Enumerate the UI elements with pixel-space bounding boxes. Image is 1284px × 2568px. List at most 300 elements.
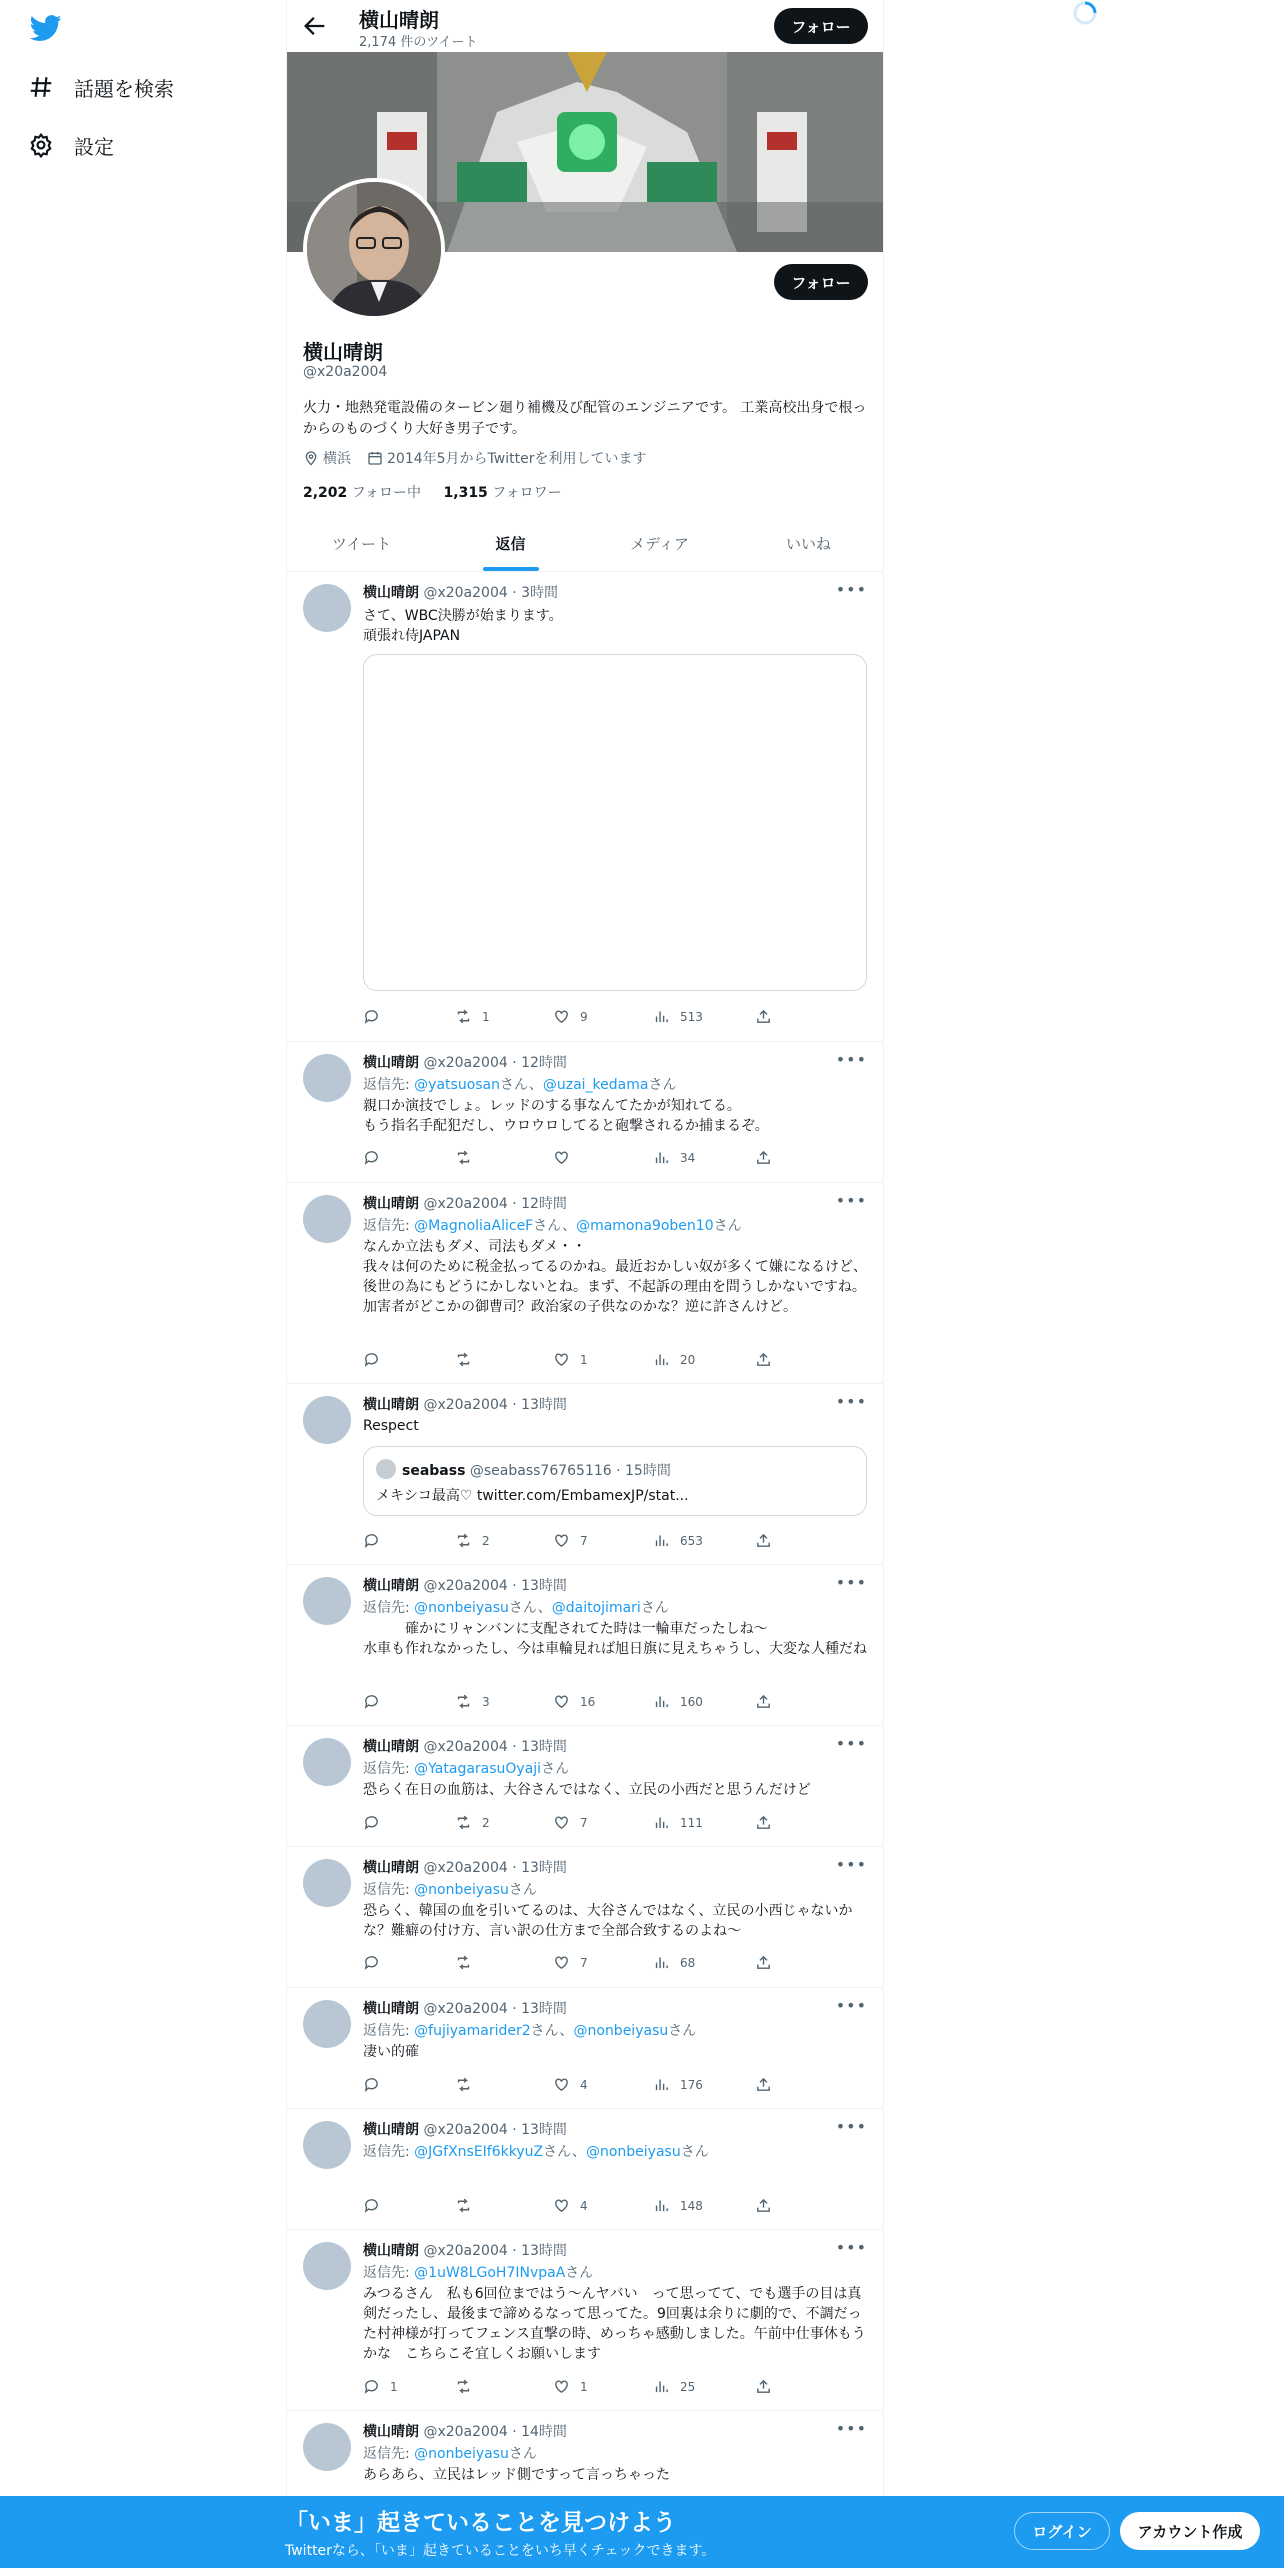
profile-handle: @x20a2004 (303, 364, 388, 380)
heart-icon (553, 2076, 570, 2093)
reply-icon (363, 2197, 380, 2214)
heart-icon (553, 1693, 570, 1710)
tweet-text: さて、WBC決勝が始まります。 頑張れ侍JAPAN (363, 608, 563, 644)
tweet[interactable] (287, 1565, 883, 1726)
share-icon (755, 1351, 772, 1368)
share-icon (755, 1008, 772, 1025)
views-chart-icon (653, 1814, 670, 1831)
signup-banner (0, 2496, 1284, 2568)
tweet-header (363, 1736, 567, 1756)
reply-icon (363, 1008, 380, 1025)
retweet-button[interactable] (455, 1532, 490, 1549)
reply-button[interactable] (363, 1008, 390, 1025)
loading-spinner-icon (1072, 0, 1098, 26)
more-icon[interactable]: ••• (835, 1734, 867, 1753)
tweet-header (363, 1575, 567, 1595)
like-count: 4 (580, 2077, 588, 2092)
retweet-icon (455, 1954, 472, 1971)
views-count: 111 (680, 1815, 703, 1830)
header-tweet-count: 2,174 件のツイート (359, 35, 478, 50)
reply-mid: さん、 (543, 2144, 586, 2160)
tweet-avatar[interactable] (303, 2121, 351, 2169)
reply-suffix: さん (508, 1882, 537, 1898)
views-count: 176 (680, 2077, 703, 2092)
tweet-text: なんか立法もダメ、司法もダメ・・ 我々は何のために税金払ってるのかね。最近おかしい奴が多くて嫌になるけど、後世の為にもどうにかしないとね。まず、不起訴の理由を問うしかないですね。加害者がどこかの御曹司？政治家の子供なのかな？逆に許さんけど。 (363, 1239, 867, 1315)
retweet-icon (455, 1532, 472, 1549)
tweet-actions (363, 1814, 783, 1834)
reply-context (363, 2141, 709, 2161)
tweet-avatar[interactable] (303, 1396, 351, 1444)
reply-icon (363, 1814, 380, 1831)
tweet-avatar[interactable] (303, 1054, 351, 1102)
tweet-header (363, 2421, 567, 2441)
retweet-icon (455, 2076, 472, 2093)
profile-meta (303, 448, 646, 468)
views-chart-icon (653, 2197, 670, 2214)
signup-banner-title: 「いま」起きていることを見つけよう (285, 2510, 676, 2536)
tweet-handle-time: @x20a2004 · 14時間 (423, 2424, 567, 2440)
share-icon (755, 1149, 772, 1166)
tweet-handle-time: @x20a2004 · 13時間 (423, 2122, 567, 2138)
more-icon[interactable]: ••• (835, 1191, 867, 1210)
tweet[interactable] (287, 2109, 883, 2230)
tweet-avatar[interactable] (303, 584, 351, 632)
like-count: 1 (580, 2379, 588, 2394)
like-button[interactable] (553, 1351, 588, 1368)
reply-context (363, 1215, 742, 1235)
tweet-author-name[interactable]: 横山晴朗 (363, 1055, 419, 1071)
tweet-actions (363, 2378, 783, 2398)
tweet-actions (363, 2197, 783, 2217)
tweet-author-name[interactable]: 横山晴朗 (363, 585, 419, 601)
tab-media[interactable]: メディア (630, 535, 689, 553)
twitter-logo-icon[interactable] (28, 12, 64, 44)
tweet-text: 凄い的確 (363, 2044, 419, 2060)
like-button[interactable] (553, 2378, 588, 2395)
views-button[interactable] (653, 1149, 695, 1166)
share-icon (755, 1693, 772, 1710)
tweet-avatar[interactable] (303, 1859, 351, 1907)
reply-icon (363, 2076, 380, 2093)
nav-settings-label: 設定 (74, 134, 114, 159)
tweet-handle-time: @x20a2004 · 13時間 (423, 1860, 567, 1876)
like-count: 7 (580, 1815, 588, 1830)
calendar-icon (367, 450, 383, 466)
reply-mention[interactable]: @1uW8LGoH7INvpaA (414, 2265, 566, 2281)
views-button[interactable] (653, 1532, 703, 1549)
share-button[interactable] (755, 2076, 782, 2093)
retweet-button[interactable] (455, 2076, 482, 2093)
reply-button[interactable] (363, 1532, 390, 1549)
retweet-count: 3 (482, 1694, 490, 1709)
followers-label: フォロワー (492, 485, 562, 501)
views-button[interactable] (653, 2197, 703, 2214)
tab-replies[interactable]: 返信 (436, 516, 585, 571)
tweet-text: あらあら、立民はレッド側ですって言っちゃった (363, 2467, 671, 2483)
reply-suffix: さん (541, 1761, 570, 1777)
tweet-avatar[interactable] (303, 2423, 351, 2471)
tweet-author-name[interactable]: 横山晴朗 (363, 2243, 419, 2259)
reply-suffix: さん (680, 2144, 709, 2160)
following-count: 2,202 (303, 485, 348, 501)
reply-icon (363, 2378, 380, 2395)
like-count: 1 (580, 1352, 588, 1367)
views-count: 653 (680, 1533, 703, 1548)
tweet[interactable] (287, 1042, 883, 1183)
tweet-text: みつるさん 私も6回位まではう〜んヤバい って思ってて、でも選手の目は真剣だったし、最後まで諦めるなって思ってた。9回裏は余りに劇的で、不調だった村神様が打ってフェンス直撃の時、めっちゃ感動しました。午前中仕事休もうかな こちらこそ宜しくお願いします (363, 2286, 866, 2362)
reply-prefix: 返信先: (363, 1218, 415, 1234)
reply-icon (363, 1149, 380, 1166)
reply-mention[interactable]: @YatagarasuOyaji (414, 1761, 542, 1777)
reply-suffix: さん (640, 1600, 669, 1616)
views-button[interactable] (653, 1814, 703, 1831)
share-button[interactable] (755, 2378, 782, 2395)
reply-button[interactable] (363, 2378, 398, 2395)
more-icon[interactable]: ••• (835, 1996, 867, 2015)
like-button[interactable] (553, 1814, 588, 1831)
tweet-handle-time: @x20a2004 · 12時間 (423, 1196, 567, 1212)
reply-button[interactable] (363, 1814, 390, 1831)
tweet-handle-time: @x20a2004 · 13時間 (423, 1397, 567, 1413)
heart-icon (553, 2197, 570, 2214)
more-icon[interactable]: ••• (835, 2238, 867, 2257)
profile-column (286, 0, 884, 2568)
tweet[interactable] (287, 572, 883, 1042)
tweet-actions (363, 1954, 783, 1974)
reply-context (363, 1597, 669, 1617)
avatar-photo (307, 182, 441, 316)
tweet-avatar[interactable] (303, 1195, 351, 1243)
more-icon[interactable]: ••• (835, 2117, 867, 2136)
tweet[interactable] (287, 1988, 883, 2109)
views-chart-icon (653, 1008, 670, 1025)
heart-icon (553, 1954, 570, 1971)
tweet[interactable] (287, 1183, 883, 1384)
share-button[interactable] (755, 1954, 782, 1971)
reply-context (363, 2443, 537, 2463)
back-arrow-icon[interactable] (301, 12, 329, 40)
reply-context (363, 1758, 569, 1778)
tweet-header (363, 582, 558, 602)
like-count: 9 (580, 1009, 588, 1024)
share-button[interactable] (755, 1693, 782, 1710)
retweet-icon (455, 1693, 472, 1710)
quoted-text: メキシコ最高♡ twitter.com/EmbamexJP/stat... (376, 1488, 689, 1504)
reply-button[interactable] (363, 2197, 390, 2214)
views-chart-icon (653, 1149, 670, 1166)
views-button[interactable] (653, 1008, 703, 1025)
views-chart-icon (653, 2076, 670, 2093)
reply-icon (363, 1693, 380, 1710)
tweet-header (363, 1857, 567, 1877)
views-button[interactable] (653, 1954, 695, 1971)
tweet-author-name[interactable]: 横山晴朗 (363, 2122, 419, 2138)
retweet-button[interactable] (455, 1693, 490, 1710)
tweet-author-name[interactable]: 横山晴朗 (363, 2424, 419, 2440)
tweet-handle-time: @x20a2004 · 12時間 (423, 1055, 567, 1071)
more-icon[interactable]: ••• (835, 1050, 867, 1069)
like-count: 4 (580, 2198, 588, 2213)
hashtag-icon (28, 74, 54, 100)
tweet-header (363, 1998, 567, 2018)
create-account-button[interactable]: アカウント作成 (1120, 2512, 1260, 2550)
profile-avatar[interactable] (303, 178, 445, 320)
reply-prefix: 返信先: (363, 1600, 415, 1616)
reply-context (363, 1879, 537, 1899)
heart-icon (553, 1351, 570, 1368)
gear-icon (28, 132, 54, 158)
retweet-icon (455, 2378, 472, 2395)
retweet-button[interactable] (455, 1351, 482, 1368)
reply-button[interactable] (363, 1351, 390, 1368)
profile-tabs (287, 516, 883, 572)
heart-icon (553, 2378, 570, 2395)
reply-mid: さん、 (508, 1600, 552, 1616)
more-icon[interactable]: ••• (835, 1392, 867, 1411)
followers-count: 1,315 (443, 485, 488, 501)
tweet-author-name[interactable]: 横山晴朗 (363, 1578, 419, 1594)
reply-mention[interactable]: @JGfXnsEIf6kkyuZ (414, 2144, 544, 2160)
tweet-text: Respect (363, 1418, 419, 1434)
views-chart-icon (653, 2378, 670, 2395)
tweet-handle-time: @x20a2004 · 13時間 (423, 2001, 567, 2017)
retweet-icon (455, 2197, 472, 2214)
reply-mention[interactable]: @nonbeiyasu (573, 2023, 669, 2039)
tweet-text: 親口か演技でしょ。レッドのする事なんてたかが知れてる。 もう指名手配犯だし、ウロウロしてると砲撃されるか捕まるぞ。 (363, 1098, 769, 1134)
views-button[interactable] (653, 1693, 703, 1710)
retweet-button[interactable] (455, 1814, 490, 1831)
like-button[interactable] (553, 1693, 595, 1710)
share-icon (755, 1532, 772, 1549)
tweet-actions (363, 1008, 783, 1028)
tweet-avatar[interactable] (303, 1577, 351, 1625)
tweet-handle-time: @x20a2004 · 13時間 (423, 1739, 567, 1755)
share-button[interactable] (755, 1532, 782, 1549)
tweet-handle-time: @x20a2004 · 13時間 (423, 2243, 567, 2259)
nav-explore-label: 話題を検索 (74, 76, 174, 101)
tweet-text: 恐らく、韓国の血を引いてるのは、大谷さんではなく、立民の小西じゃないかな？難癖の付け方、言い訳の仕方まで全部合致するのよね〜 (363, 1903, 853, 1939)
views-button[interactable] (653, 2076, 703, 2093)
tweet[interactable] (287, 1384, 883, 1565)
tweet-media[interactable] (363, 654, 867, 991)
reply-suffix: さん (668, 2023, 697, 2039)
reply-mid: さん、 (500, 1077, 543, 1093)
like-button[interactable] (553, 1954, 588, 1971)
share-icon (755, 2378, 772, 2395)
like-count: 16 (580, 1694, 596, 1709)
reply-prefix: 返信先: (363, 1077, 415, 1093)
like-button[interactable] (553, 1149, 580, 1166)
reply-mid: さん、 (533, 1218, 577, 1234)
tweet-author-name[interactable]: 横山晴朗 (363, 2001, 419, 2017)
following-link[interactable] (303, 485, 421, 501)
reply-context (363, 2262, 593, 2282)
header-follow-button[interactable]: フォロー (774, 8, 868, 44)
tweet-avatar[interactable] (303, 2000, 351, 2048)
share-icon (755, 1814, 772, 1831)
reply-mention[interactable]: @nonbeiyasu (585, 2144, 681, 2160)
views-count: 513 (680, 1009, 703, 1024)
reply-prefix: 返信先: (363, 1882, 415, 1898)
profile-bio: 火力・地熱発電設備のタービン廻り補機及び配管のエンジニアです。 工業高校出身で根っからのものづくり大好き男子です。 (303, 400, 867, 437)
retweet-button[interactable] (455, 1954, 482, 1971)
retweet-icon (455, 1008, 472, 1025)
reply-mention[interactable]: @nonbeiyasu (414, 1600, 509, 1616)
reply-mention[interactable]: @uzai_kedama (542, 1077, 649, 1093)
views-chart-icon (653, 1351, 670, 1368)
share-button[interactable] (755, 2197, 782, 2214)
tweet-header (363, 1394, 567, 1414)
header-name: 横山晴朗 (359, 8, 439, 32)
heart-icon (553, 1149, 570, 1166)
tweet-handle-time: @x20a2004 · 13時間 (423, 1578, 567, 1594)
reply-mention[interactable]: @daitojimari (551, 1600, 641, 1616)
views-count: 160 (680, 1694, 703, 1709)
heart-icon (553, 1814, 570, 1831)
views-count: 20 (680, 1352, 696, 1367)
retweet-icon (455, 1351, 472, 1368)
views-chart-icon (653, 1954, 670, 1971)
reply-suffix: さん (565, 2265, 594, 2281)
retweet-count: 2 (482, 1533, 490, 1548)
quoted-avatar (376, 1459, 396, 1479)
reply-icon (363, 1351, 380, 1368)
reply-prefix: 返信先: (363, 2144, 415, 2160)
tweet-actions (363, 2076, 783, 2096)
more-icon[interactable]: ••• (835, 1855, 867, 1874)
more-icon[interactable]: ••• (835, 580, 867, 599)
reply-button[interactable] (363, 1954, 390, 1971)
reply-button[interactable] (363, 2076, 390, 2093)
quoted-tweet[interactable] (363, 1446, 867, 1516)
followers-link[interactable] (444, 485, 562, 501)
login-button[interactable]: ログイン (1014, 2512, 1110, 2550)
top-bar (287, 0, 883, 52)
like-button[interactable] (553, 2197, 588, 2214)
reply-button[interactable] (363, 1693, 390, 1710)
tweet-text: 確かにリャンバンに支配されてた時は一輪車だったしね〜 水車も作れなかったし、今は車輪見れば旭日旗に見えちゃうし、大変な人種だね (363, 1621, 867, 1657)
reply-context (363, 2020, 696, 2040)
tweet-author-name[interactable]: 横山晴朗 (363, 1397, 419, 1413)
tweet-header (363, 2240, 567, 2260)
nav-explore[interactable] (28, 67, 174, 107)
reply-icon (363, 1954, 380, 1971)
views-count: 148 (680, 2198, 703, 2213)
views-button[interactable] (653, 2378, 695, 2395)
quoted-author-name: seabass (402, 1463, 466, 1479)
signup-banner-subtitle: Twitterなら、「いま」起きていることをいち早くチェックできます。 (285, 2543, 716, 2559)
location-icon (303, 450, 319, 466)
retweet-icon (455, 1149, 472, 1166)
tab-likes[interactable]: いいね (785, 535, 831, 553)
tweet-avatar[interactable] (303, 2242, 351, 2290)
profile-name: 横山晴朗 (303, 340, 383, 364)
tweet-actions (363, 1693, 783, 1713)
views-chart-icon (653, 1532, 670, 1549)
reply-prefix: 返信先: (363, 2446, 415, 2462)
tweet-handle-time: @x20a2004 · 3時間 (423, 585, 559, 601)
profile-follow-button[interactable]: フォロー (774, 264, 868, 300)
retweet-button[interactable] (455, 1008, 490, 1025)
tweet-header (363, 2119, 567, 2139)
views-chart-icon (653, 1693, 670, 1710)
profile-stats (303, 482, 562, 502)
retweet-count: 2 (482, 1815, 490, 1830)
reply-mention[interactable]: @yatsuosan (414, 1077, 501, 1093)
tweet-actions (363, 1149, 783, 1169)
heart-icon (553, 1008, 570, 1025)
like-button[interactable] (553, 1532, 588, 1549)
share-button[interactable] (755, 1351, 782, 1368)
share-button[interactable] (755, 1008, 782, 1025)
tweet-actions (363, 1351, 783, 1371)
like-count: 7 (580, 1955, 588, 1970)
reply-mention[interactable]: @mamona9oben10 (576, 1218, 714, 1234)
retweet-icon (455, 1814, 472, 1831)
profile-joined: 2014年5月からTwitterを利用しています (387, 451, 647, 467)
reply-icon (363, 1532, 380, 1549)
tab-tweets[interactable]: ツイート (331, 535, 392, 553)
tweet[interactable] (287, 1726, 883, 1847)
reply-button[interactable] (363, 1149, 390, 1166)
quoted-handle-time: @seabass76765116 · 15時間 (469, 1463, 671, 1479)
retweet-button[interactable] (455, 1149, 482, 1166)
reply-mention[interactable]: @nonbeiyasu (414, 1882, 509, 1898)
views-count: 68 (680, 1955, 696, 1970)
reply-suffix: さん (648, 1077, 677, 1093)
quoted-header (402, 1460, 671, 1480)
more-icon[interactable]: ••• (835, 1573, 867, 1592)
tweet-author-name[interactable]: 横山晴朗 (363, 1739, 419, 1755)
tweet-header (363, 1052, 567, 1072)
like-button[interactable] (553, 1008, 588, 1025)
tweet-header (363, 1193, 567, 1213)
tweet-text: 恐らく在日の血筋は、大谷さんではなく、立民の小西だと思うんだけど (363, 1782, 811, 1798)
heart-icon (553, 1532, 570, 1549)
share-button[interactable] (755, 1814, 782, 1831)
tweet-author-name[interactable]: 横山晴朗 (363, 1196, 419, 1212)
views-count: 25 (680, 2379, 696, 2394)
tweet-avatar[interactable] (303, 1738, 351, 1786)
share-icon (755, 1954, 772, 1971)
reply-prefix: 返信先: (363, 1761, 415, 1777)
share-icon (755, 2197, 772, 2214)
reply-count: 1 (390, 2379, 398, 2394)
retweet-button[interactable] (455, 2378, 482, 2395)
like-count: 7 (580, 1533, 588, 1548)
reply-prefix: 返信先: (363, 2265, 415, 2281)
nav-settings[interactable] (28, 125, 114, 165)
reply-mid: さん、 (530, 2023, 574, 2039)
tweet-actions (363, 1532, 783, 1552)
more-icon[interactable]: ••• (835, 2419, 867, 2438)
tweet[interactable] (287, 2230, 883, 2411)
tweet[interactable] (287, 1847, 883, 1988)
share-button[interactable] (755, 1149, 782, 1166)
reply-mention[interactable]: @nonbeiyasu (414, 2446, 509, 2462)
views-count: 34 (680, 1150, 696, 1165)
retweet-button[interactable] (455, 2197, 482, 2214)
reply-mention[interactable]: @fujiyamarider2 (414, 2023, 531, 2039)
profile-location: 横浜 (323, 451, 351, 467)
share-icon (755, 2076, 772, 2093)
reply-context (363, 1074, 676, 1094)
like-button[interactable] (553, 2076, 588, 2093)
retweet-count: 1 (482, 1009, 490, 1024)
views-button[interactable] (653, 1351, 695, 1368)
tweet-author-name[interactable]: 横山晴朗 (363, 1860, 419, 1876)
reply-mention[interactable]: @MagnoliaAliceF (414, 1218, 534, 1234)
